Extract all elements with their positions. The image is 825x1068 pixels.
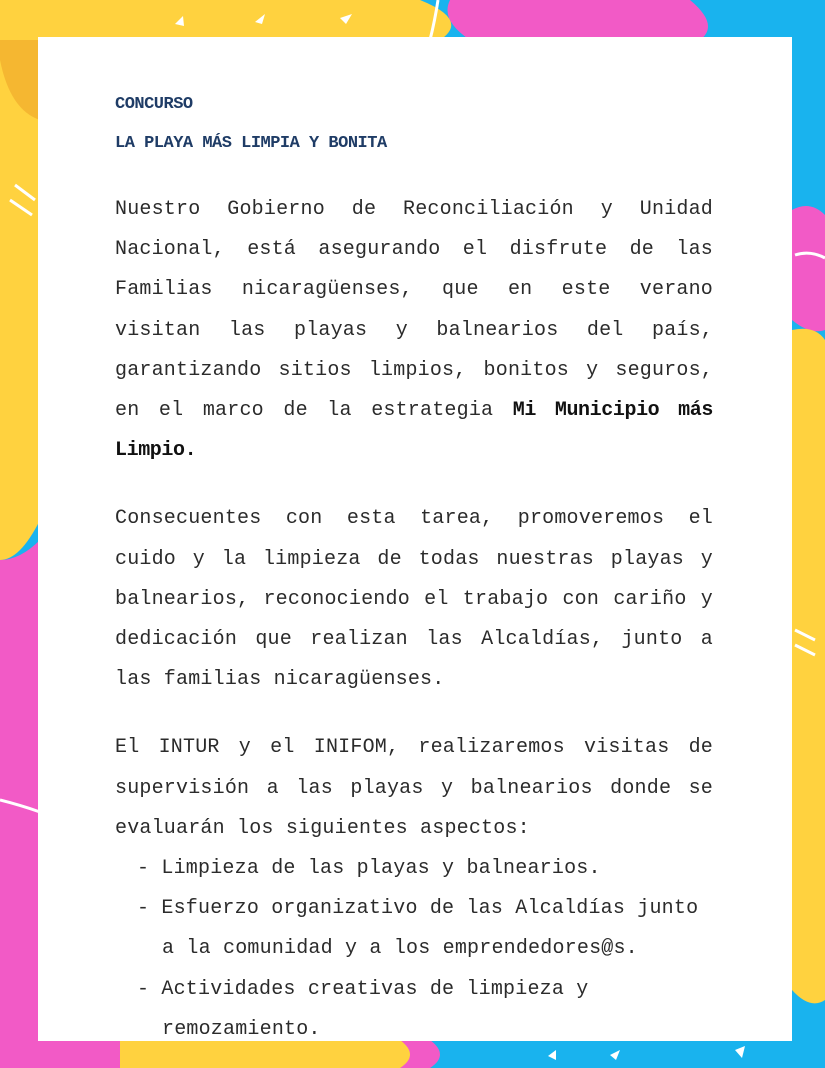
paragraph-intro-text: Nuestro Gobierno de Reconciliación y Unidad Nacional, está asegurando el disfrute de las Familias nicaragüenses, que en este verano visitan las playas y balnearios del país, garantizando sitios limpios, bonitos y seguros, en el marco de la estrategia [115, 198, 713, 423]
strategy-name: Mi Municipio más Limpio. [115, 399, 713, 463]
heading-concurso: CONCURSO [115, 95, 193, 114]
paragraph-consecuentes: Consecuentes con esta tarea, promoveremos el cuido y la limpieza de todas nuestras playas y balnearios, reconociendo el trabajo con cariño y dedicación que realizan las Alcaldías, junto a las familias nicaragüenses. [115, 507, 713, 692]
document-body [115, 95, 713, 1050]
list-item: - Limpieza de las playas y balnearios. [137, 857, 601, 881]
aspects-list [115, 849, 713, 1050]
paragraph-intro [115, 190, 713, 471]
heading-title: LA PLAYA MÁS LIMPIA Y BONITA [115, 134, 387, 153]
paragraph-evaluation: El INTUR y el INIFOM, realizaremos visitas de supervisión a las playas y balnearios donde se evaluarán los siguientes aspectos: [115, 736, 713, 840]
list-item: - Esfuerzo organizativo de las Alcaldías junto a la comunidad y a los emprendedores@s. [137, 897, 699, 961]
content-card [38, 37, 792, 1041]
list-item: - Actividades creativas de limpieza y remozamiento. [137, 977, 589, 1041]
